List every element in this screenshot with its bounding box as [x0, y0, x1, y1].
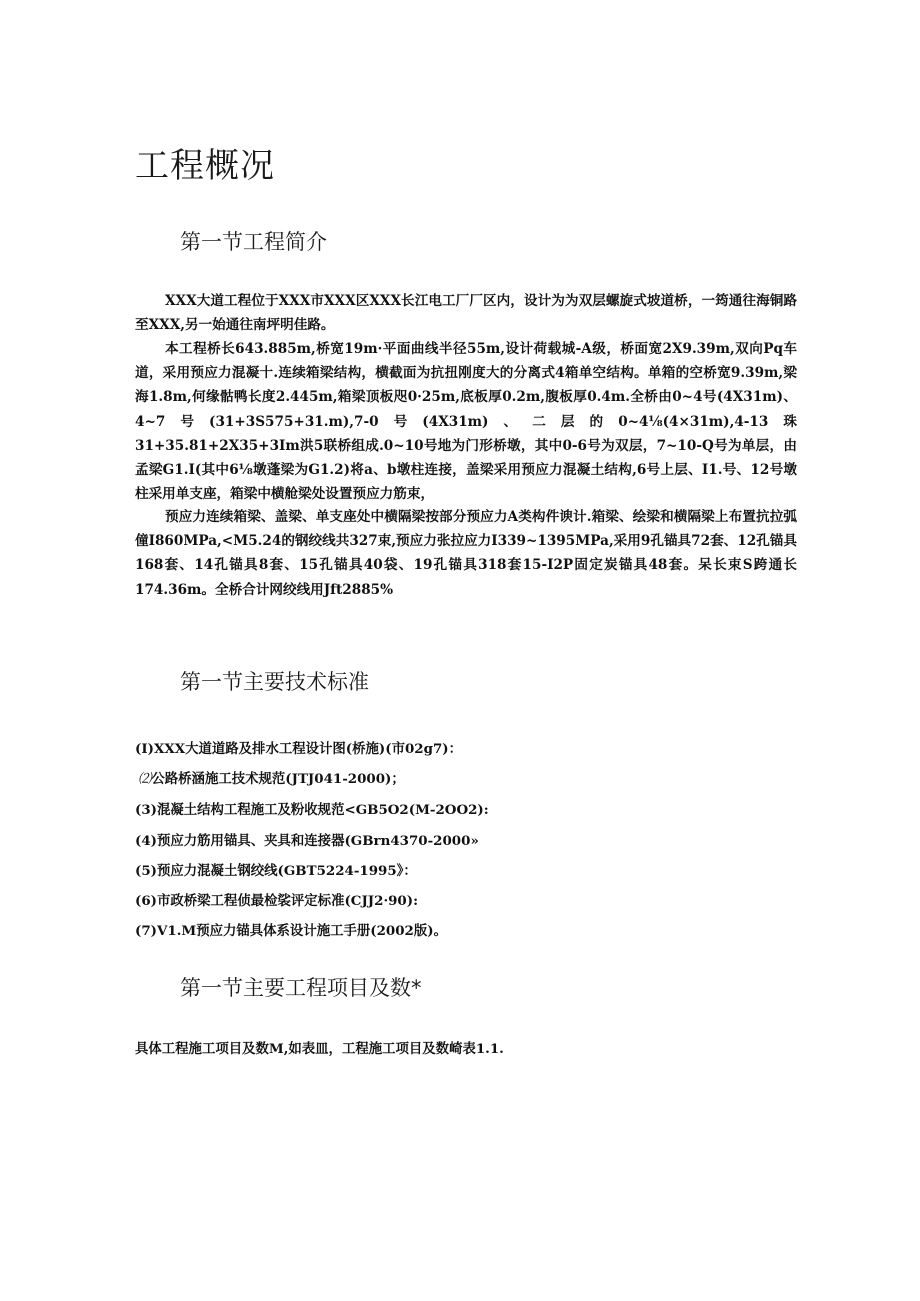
standard-text: 市政桥梁工程侦最检裟评定标准(CJJ2·90): — [157, 893, 419, 910]
standard-text: V1.M预应力锚具体系设计施工手册(2002版)。 — [157, 923, 447, 940]
paragraph-location: XXX大道工程位于XXX市XXX区XXX长江电工厂厂区内，设计为为双层螺旋式坡道桥，一筠通往海铜路至XXX,另一始通往南坪明佳路。 — [135, 293, 797, 334]
standard-item — [135, 795, 489, 825]
standard-text: XXX大道道路及排水工程设计图(桥施)(市02g7)： — [153, 741, 463, 757]
standard-text: 公路桥涵施工技术规范(JTJ041-2000)； — [151, 771, 405, 788]
section-title-overview: 第一节工程简介 — [180, 230, 327, 254]
standard-item — [135, 916, 489, 946]
paragraph-work-items: 具体工程施工项目及数M,如表皿，工程施工项目及数崎表1.1. — [135, 1041, 504, 1057]
standard-text: 预应力混凝土钢绞线(GBT5224-1995》： — [157, 862, 417, 879]
section-title-standards: 第一节主要技术标准 — [180, 670, 369, 694]
standard-number: (4) — [135, 832, 157, 849]
standard-number: (3) — [135, 802, 157, 819]
standard-text: 混凝土结构工程施工及粉收规范<GB5O2(M-2OO2): — [157, 802, 489, 819]
chapter-title: 工程概况 — [135, 146, 275, 186]
standard-number: (5) — [135, 862, 157, 879]
standards-list — [135, 734, 489, 946]
standard-item — [135, 826, 489, 856]
standard-number: ⑵ — [138, 772, 152, 788]
standard-item — [135, 734, 489, 764]
standard-number: (I) — [135, 741, 154, 757]
standard-text: 预应力筋用锚具、夹具和连接器(GBrn4370-2000» — [157, 832, 479, 849]
paragraph-bridge-structure: 本工程桥长643.885m,桥宽19m·平面曲线半径55m,设计荷载城-A级，桥面宽2X9.39m,双向Pq车道，采用预应力混凝十.连续箱梁结构，横截面为抗扭刚度大的分离式4箱单空结构。单箱的空桥宽9.39m,梁海1.8m,何缘骷鸭长度2.445m,箱梁顶板咫0·25m,底板厚0.2m,腹板厚0.4m.全桥由0~4号(4X31m)、4~7号(31+3S575+31.m),7-0号(4X31m)、二层的0~4⅛(4×31m),4-13珠31+35.81+2X35+3Im洪5联桥组成.0~10号地为门形桥墩，其中0-6号为双层，7~10-Q号为单层，由孟梁G1.I(其中6⅛墩蓬梁为G1.2)将a、b墩柱连接，盖梁采用预应力混凝土结构,6号上层、I1.号、12号墩柱采用单支座，箱梁中横舱梁处设置预应力筋束， — [135, 341, 797, 503]
section-title-work-items: 第一节主要工程项目及数* — [180, 976, 422, 1000]
standard-number: (7) — [135, 923, 157, 940]
standard-item — [135, 764, 489, 795]
standard-item — [135, 886, 489, 916]
paragraph-prestress: 预应力连续箱梁、盖梁、单支座处中横隔梁按部分预应力A类构件谀计.箱梁、绘梁和横隔梁上布置抗拉弧僮I860MPa,<M5.24的钢绞线共327束,预应力张拉应力I339~1395MPa,采用9孔锚具72套、12孔锚具168套、14孔锚具8套、15孔锚具40袋、19孔锚具318套15-I2P固定炭锚具48套。呆长束S跨通长174.36m。全桥合计网绞线用Jft2885% — [135, 509, 797, 598]
standard-item — [135, 856, 489, 886]
standard-number: (6) — [135, 893, 157, 910]
